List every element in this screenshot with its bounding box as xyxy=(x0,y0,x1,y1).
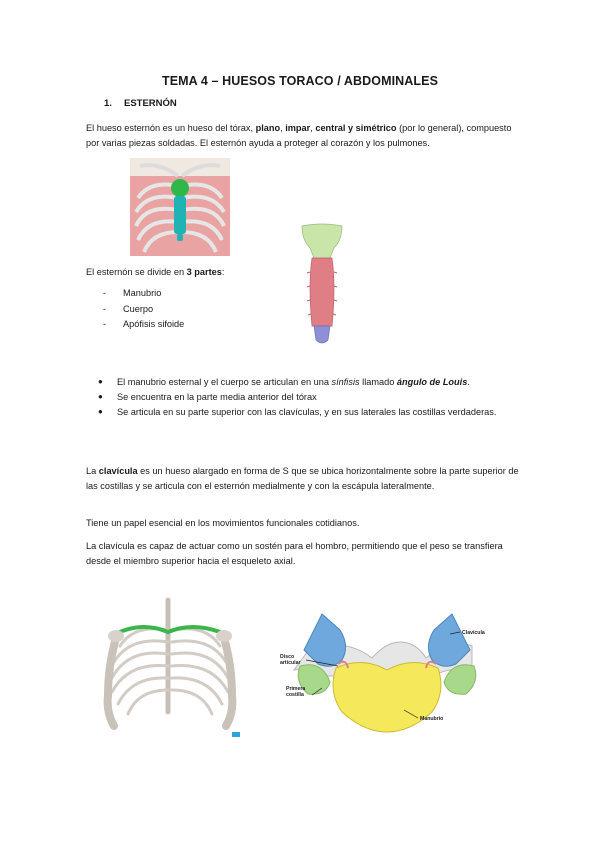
page-title: TEMA 4 – HUESOS TORACO / ABDOMINALES xyxy=(161,74,439,88)
section-heading xyxy=(104,98,177,109)
facts-list xyxy=(98,375,518,420)
list-item: ● Se encuentra en la parte media anterior del tórax xyxy=(98,392,317,402)
label-primera: Primera xyxy=(286,686,306,692)
label-disco: Disco xyxy=(280,654,295,660)
list-item: - Manubrio xyxy=(103,288,162,298)
list-item: ● Se articula en su parte superior con las clavículas, y en sus laterales las costillas verdaderas. xyxy=(98,407,497,417)
list-item: - Cuerpo xyxy=(103,303,154,314)
thorax-sternum-image xyxy=(130,158,230,256)
clavicle-support-paragraph: La clavícula es capaz de actuar como un sostén para el hombro, permitiendo que el peso se transfiera desde el miembro superior hacia el esqueleto axial. xyxy=(86,541,503,567)
section-number: 1. xyxy=(104,98,112,109)
parts-list xyxy=(103,286,184,333)
section-label: ESTERNÓN xyxy=(124,98,177,109)
list-item: - Apófisis sifoide xyxy=(103,319,185,329)
label-costilla: costilla xyxy=(286,692,304,698)
list-item: ● El manubrio esternal y el cuerpo se articulan en una sínfisis llamado ángulo de Louis. xyxy=(98,377,470,387)
divides-paragraph: El esternón se divide en 3 partes: xyxy=(86,267,225,277)
intro-paragraph: El hueso esternón es un hueso del tórax, plano, impar, central y simétrico (por lo general), compuesto por varias piezas soldadas. El esternón ayuda a proteger al corazón y los pulmones. xyxy=(86,123,512,149)
clavicle-paragraph: La clavícula es un hueso alargado en forma de S que se ubica horizontalmente sobre la parte superior de las costillas y se articula con el esternón medialmente y con la escápula lateralmente. xyxy=(86,466,519,492)
sternum-parts-image xyxy=(296,222,348,348)
thorax-clavicle-image xyxy=(94,596,246,740)
label-clavicula: Clavícula xyxy=(462,630,485,636)
clavicle-role-paragraph: Tiene un papel esencial en los movimientos funcionales cotidianos. xyxy=(86,518,360,528)
sternoclavicular-diagram xyxy=(276,612,498,736)
label-manubrio: Manubrio xyxy=(420,716,444,722)
label-articular: articular xyxy=(280,660,301,666)
